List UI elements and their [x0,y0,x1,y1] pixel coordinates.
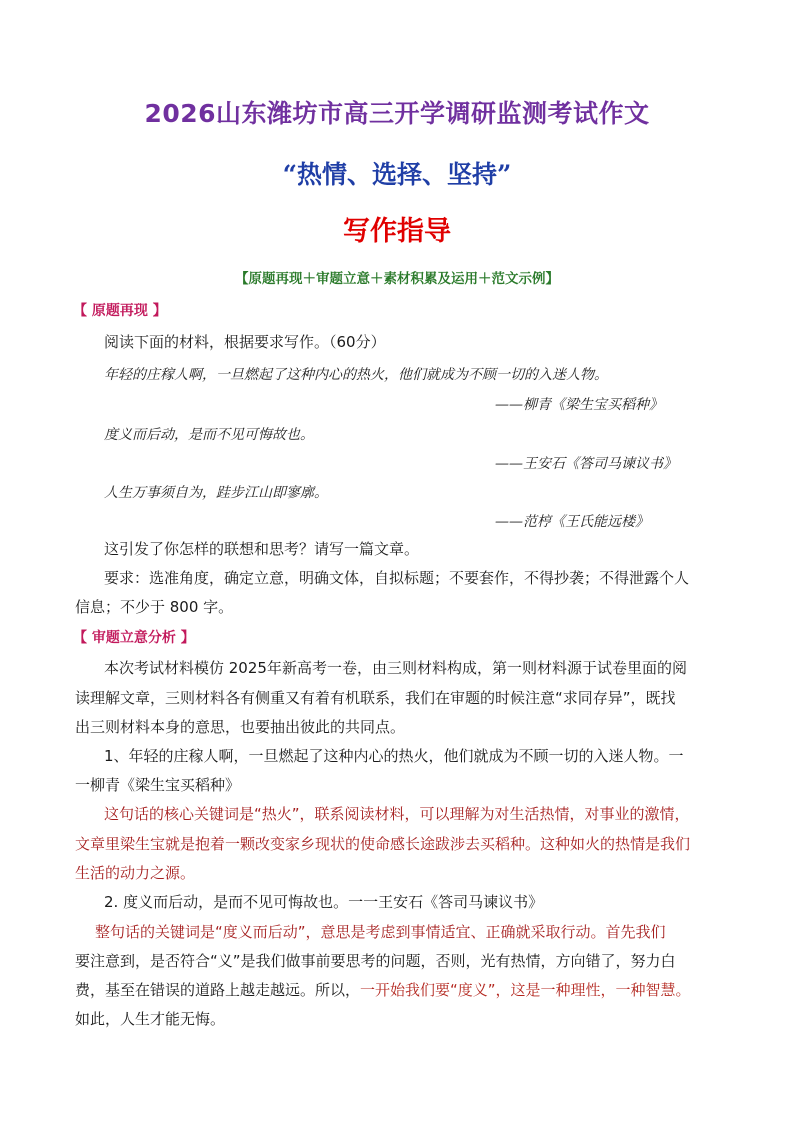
document-title: 2026山东潍坊市高三开学调研监测考试作文 [144,99,650,128]
requirements-line-2: 信息；不少于 800 字。 [75,598,234,616]
material-quote-2: 度义而后动，是而不见可悔故也。 [104,427,314,443]
section-heading-analysis: 【 审题立意分析 】 [73,630,195,646]
requirements-line-1: 要求：选准角度，确定立意，明确文体，自拟标题；不要套作，不得抄袭；不得泄露个人 [104,569,690,587]
analysis-item-1-line: 这句话的核心关键词是“热火”，联系阅读材料，可以理解为对生活热情，对事业的激情， [104,805,690,823]
section-heading-original-question: 【 原题再现 】 [73,303,167,319]
content-outline: 【原题再现＋审题立意＋素材积累及运用＋范文示例】 [235,271,559,287]
document-subtitle: 写作指导 [343,216,451,247]
analysis-item-2-line: 整句话的关键词是“度义而后动”，意思是考虑到事情适宜、正确就采取行动。首先我们 [95,923,666,941]
analysis-text: 费，基至在错误的道路上越走越远。所以， [75,981,361,999]
writing-prompt: 这引发了你怎样的联想和思考？请写一篇文章。 [104,540,420,558]
material-attribution-3: ——范梈《王氏能远楼》 [495,514,649,530]
material-item-2: 2. 度义而后动，是而不见可悔故也。一一王安石《答司马谏议书》 [104,893,544,911]
essay-theme: “热情、选择、坚持” [282,160,512,189]
analysis-item-1-line: 文章里梁生宝就是抱着一颗改变家乡现状的使命感长途跋涉去买稻种。这种如火的热情是我们 [75,835,691,853]
analysis-item-2-line: 要注意到，是否符合“义”是我们做事前要思考的问题，否则，光有热情，方向错了，努力白 [75,952,676,970]
analysis-item-2-line [75,979,691,1001]
material-quote-3: 人生万事须自为，跬步江山即寥廓。 [104,485,328,501]
material-attribution-2: ——王安石《答司马谏议书》 [495,456,677,472]
question-intro: 阅读下面的材料，根据要求写作。（60分） [104,333,386,351]
material-attribution-1: ——柳青《梁生宝买稻种》 [495,397,663,413]
analysis-emphasis: 一开始我们要“度义”，这是一种理性，一种智慧。 [360,981,691,999]
analysis-item-2-line: 如此，人生才能无悔。 [75,1010,226,1028]
analysis-item-1-line: 生活的动力之源。 [75,864,196,882]
material-quote-1: 年轻的庄稼人啊，一旦燃起了这种内心的热火，他们就成为不顾一切的入迷人物。 [104,367,608,383]
analysis-paragraph-line: 本次考试材料模仿 2025年新高考一卷，由三则材料构成，第一则材料源于试卷里面的阅 [104,659,687,677]
material-item-1: 一柳青《梁生宝买稻种》 [75,776,241,794]
material-item-1: 1、年轻的庄稼人啊，一旦燃起了这种内心的热火，他们就成为不顾一切的入迷人物。一 [104,747,684,765]
analysis-paragraph-line: 出三则材料本身的意思，也要抽出彼此的共同点。 [75,718,406,736]
analysis-paragraph-line: 读理解文章，三则材料各有侧重又有着有机联系，我们在审题的时候注意“求同存异”，既找 [75,689,676,707]
